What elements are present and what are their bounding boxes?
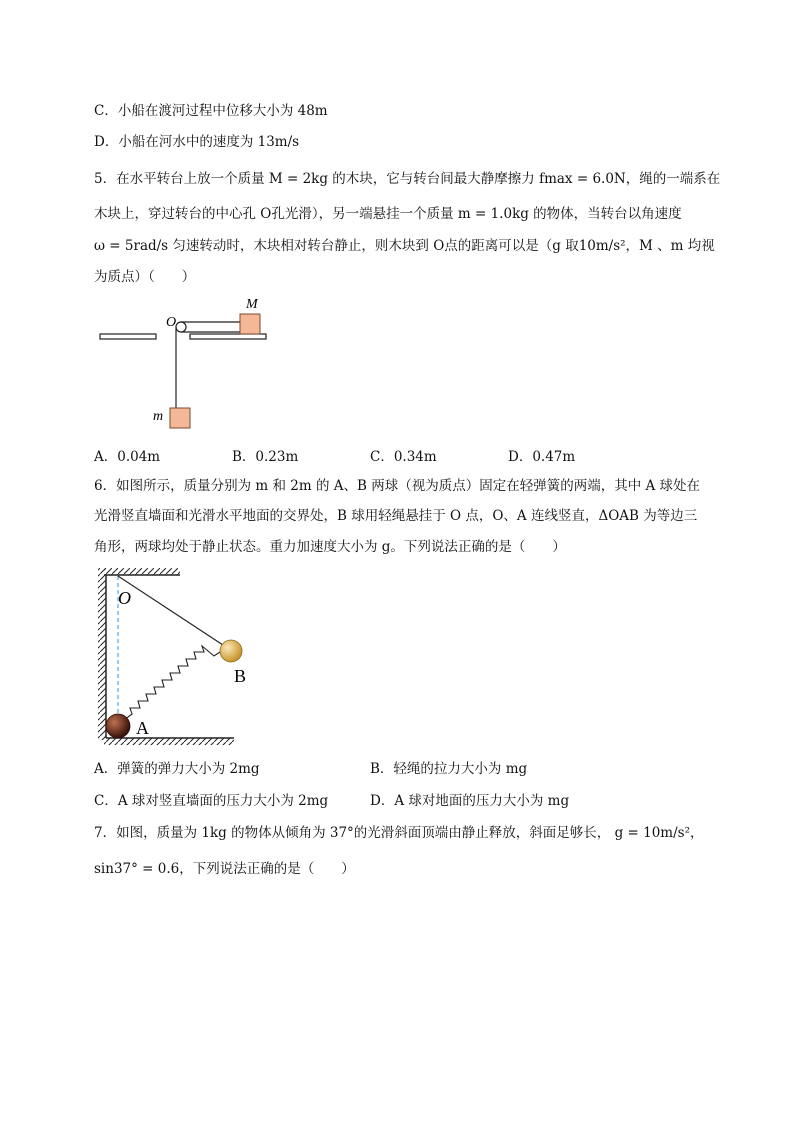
- q6-option-b: B．轻绳的拉力大小为 mg: [370, 761, 528, 777]
- left-table-plate: [100, 334, 156, 339]
- q5-option-c: C．0.34m: [370, 449, 437, 465]
- label-M: M: [246, 297, 258, 312]
- block-m: [170, 408, 190, 428]
- label-b: B: [234, 666, 247, 686]
- rope-ob: [118, 576, 226, 647]
- q5-option-d: D．0.47m: [508, 449, 576, 465]
- q5-option-b: B．0.23m: [232, 449, 299, 465]
- q5-stem-line3: ω = 5rad/s 匀速转动时，木块相对转台静止，则木块到 O点的距离可以是（g 取10m/s²，M 、m 均视: [94, 238, 715, 254]
- label-O: O: [166, 315, 177, 330]
- q7-stem-line2: sin37° = 0.6，下列说法正确的是（ ）: [94, 861, 355, 877]
- q6-stem-line2: 光滑竖直墙面和光滑水平地面的交界处，B 球用轻绳悬挂于 O 点，O、A 连线竖直，ΔOAB 为等边三: [94, 508, 698, 524]
- label-a: A: [136, 718, 149, 738]
- spring: [124, 646, 220, 720]
- right-table-plate: [190, 334, 266, 339]
- q6-stem-line3: 角形，两球均处于静止状态。重力加速度大小为 g。下列说法正确的是（ ）: [94, 539, 566, 555]
- ceiling-hatch: [104, 568, 180, 575]
- ball-b: [220, 640, 242, 662]
- spring-balls-figure: [94, 562, 254, 748]
- turntable-figure: [90, 290, 290, 440]
- q5-stem-line1: 5．在水平转台上放一个质量 M = 2kg 的木块，它与转台间最大静摩擦力 fmax = 6.0N，绳的一端系在: [94, 171, 721, 187]
- label-m: m: [153, 409, 164, 424]
- ball-a: [106, 714, 130, 738]
- floor-hatch: [104, 738, 234, 745]
- wall-hatch: [98, 568, 106, 740]
- q5-stem-line2: 木块上，穿过转台的中心孔 O孔光滑），另一端悬挂一个质量 m = 1.0kg 的物体，当转台以角速度: [94, 206, 682, 222]
- q4-option-c: C．小船在渡河过程中位移大小为 48m: [94, 103, 328, 119]
- q6-option-d: D．A 球对地面的压力大小为 mg: [370, 793, 570, 809]
- q6-option-a: A．弹簧的弹力大小为 2mg: [94, 761, 260, 777]
- center-hole: [176, 322, 186, 332]
- q6-stem-line1: 6．如图所示，质量分别为 m 和 2m 的 A、B 两球（视为质点）固定在轻弹簧的两端，其中 A 球处在: [94, 478, 701, 494]
- q5-option-a: A．0.04m: [94, 449, 161, 465]
- label-o: O: [118, 588, 131, 608]
- q7-stem-line1: 7．如图，质量为 1kg 的物体从倾角为 37°的光滑斜面顶端由静止释放，斜面足够长， g = 10m/s²，: [94, 825, 704, 841]
- q4-option-d: D．小船在河水中的速度为 13m/s: [94, 134, 300, 150]
- q5-stem-line4: 为质点）（ ）: [94, 269, 196, 285]
- block-M: [240, 314, 260, 334]
- q6-option-c: C．A 球对竖直墙面的压力大小为 2mg: [94, 793, 329, 809]
